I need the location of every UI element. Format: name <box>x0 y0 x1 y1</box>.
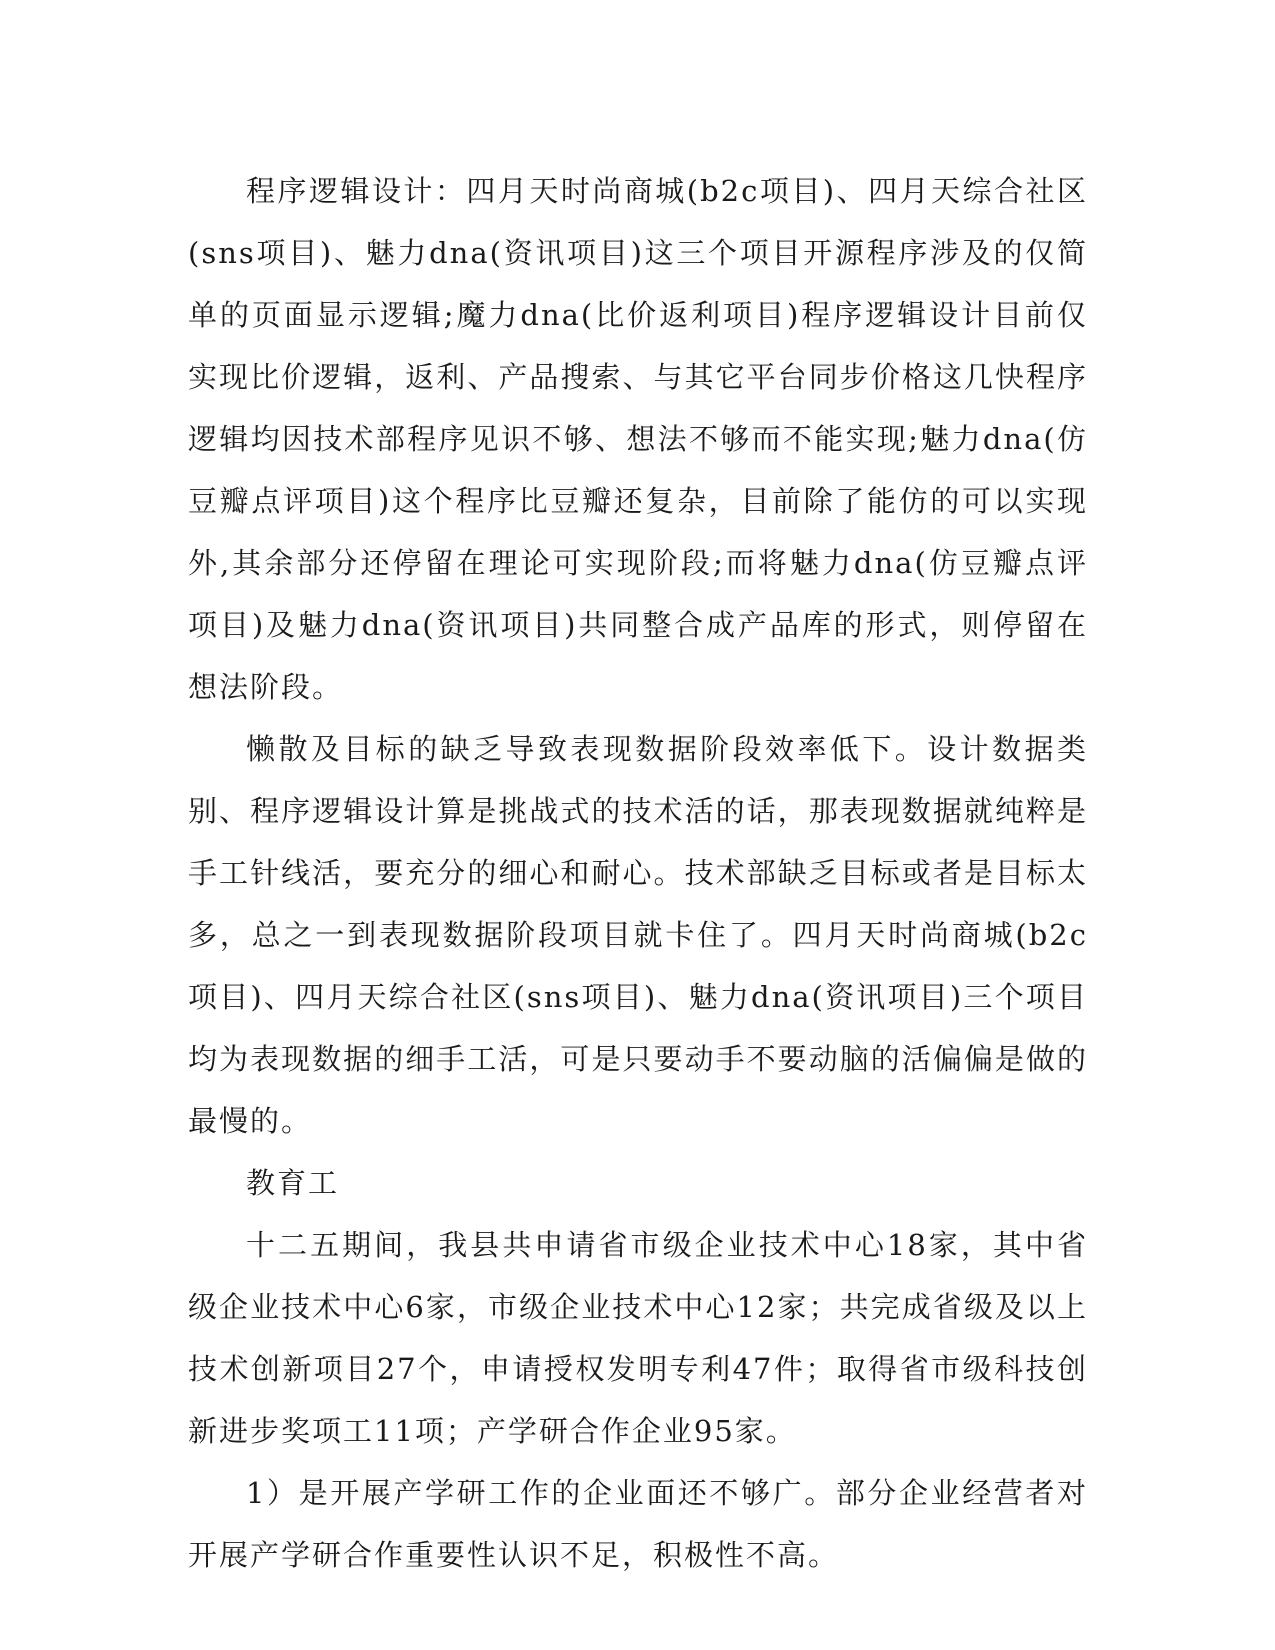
document-body <box>188 160 1088 1586</box>
paragraph-industry-research: 1）是开展产学研工作的企业面还不够广。部分企业经营者对开展产学研合作重要性认识不足，积极性不高。 <box>188 1476 1088 1572</box>
paragraph-program-logic: 程序逻辑设计：四月天时尚商城(b2c项目)、四月天综合社区(sns项目)、魅力dna(资讯项目)这三个项目开源程序涉及的仅简单的页面显示逻辑;魔力dna(比价返利项目)程序逻辑设计目前仅实现比价逻辑，返利、产品搜索、与其它平台同步价格这几快程序逻辑均因技术部程序见识不够、想法不够而不能实现;魅力dna(仿豆瓣点评项目)这个程序比豆瓣还复杂，目前除了能仿的可以实现外,其余部分还停留在理论可实现阶段;而将魅力dna(仿豆瓣点评项目)及魅力dna(资讯项目)共同整合成产品库的形式，则停留在想法阶段。 <box>188 174 1088 704</box>
paragraph-data-presentation: 懒散及目标的缺乏导致表现数据阶段效率低下。设计数据类别、程序逻辑设计算是挑战式的技术活的话，那表现数据就纯粹是手工针线活，要充分的细心和耐心。技术部缺乏目标或者是目标太多，总之一到表现数据阶段项目就卡住了。四月天时尚商城(b2c项目)、四月天综合社区(sns项目)、魅力dna(资讯项目)三个项目均为表现数据的细手工活，可是只要动手不要动脑的活偏偏是做的最慢的。 <box>188 732 1088 1138</box>
paragraph-education-heading: 教育工 <box>246 1166 340 1200</box>
paragraph-tech-centers: 十二五期间，我县共申请省市级企业技术中心18家，其中省级企业技术中心6家，市级企业技术中心12家；共完成省级及以上技术创新项目27个，申请授权发明专利47件；取得省市级科技创新进步奖项工11项；产学研合作企业95家。 <box>188 1228 1088 1448</box>
